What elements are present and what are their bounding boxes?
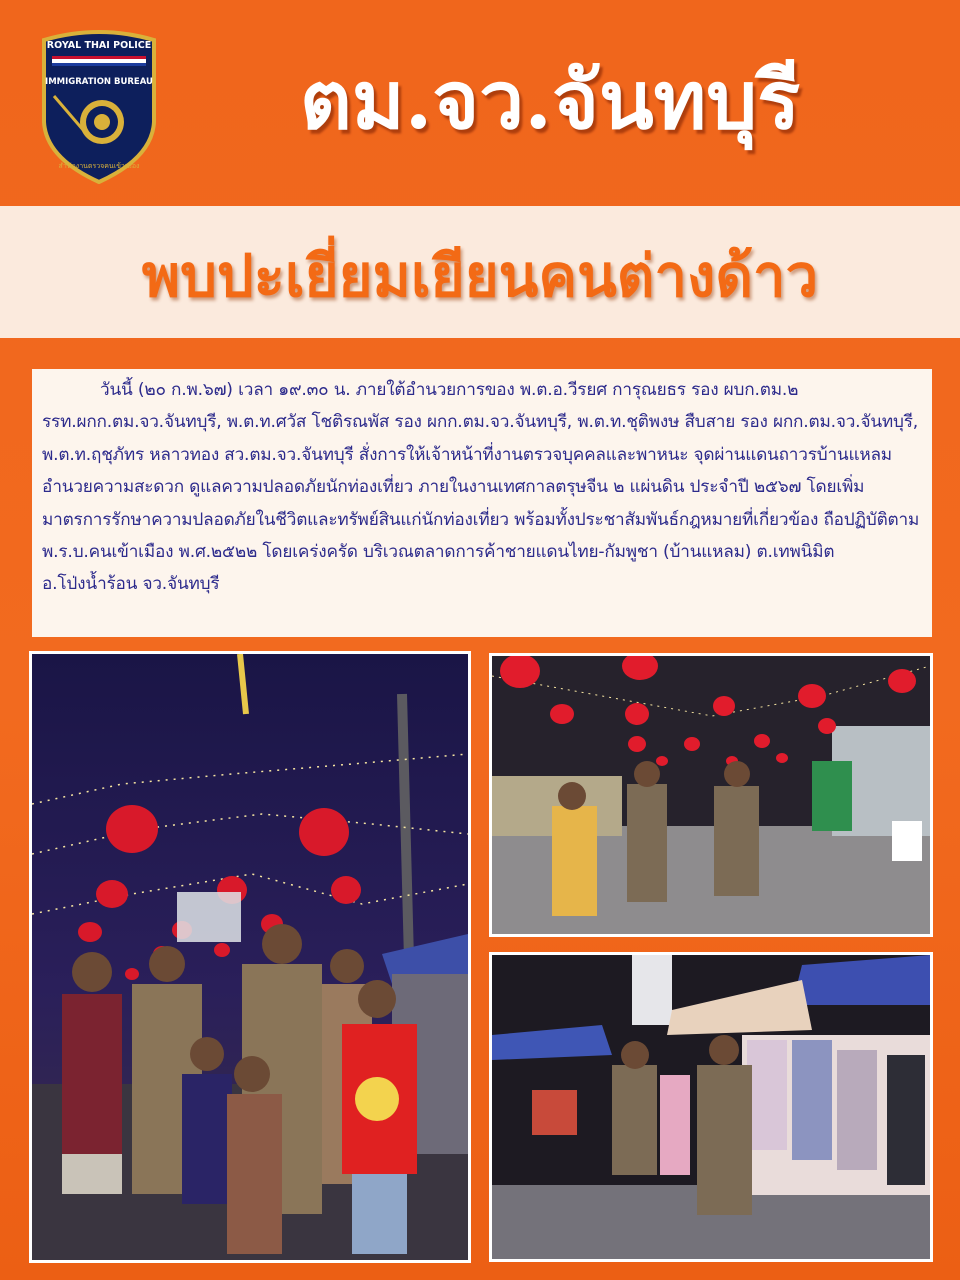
headline: พบปะเยี่ยมเยียนคนต่างด้าว (141, 242, 819, 310)
body-text-box (32, 369, 932, 637)
badge-text-top: ROYAL THAI POLICE (46, 40, 152, 51)
header (0, 0, 960, 205)
badge-text-bottom: สำนักงานตรวจคนเข้าเมือง (58, 162, 140, 170)
officers-lantern-street-photo (489, 653, 933, 937)
group-photo (29, 651, 471, 1263)
site-title: ตม.จว.จันทบุรี (299, 53, 801, 147)
body-text: วันนี้ (๒๐ ก.พ.๖๗) เวลา ๑๙.๓๐ น. ภายใต้อำนวยการของ พ.ต.อ.วีรยศ การุณยธร รอง ผบก.ตม.๒ รรท.ผกก.ตม.จว.จันทบุรี, พ.ต.ท.ศวัส โชติรณพัส รอง ผกก.ตม.จว.จันทบุรี, พ.ต.ท.ชุติพงษ สืบสาย รอง ผกก.ตม.จว.จันทบุรี, พ.ต.ท.ฤชุภัทร หลาวทอง สว.ตม.จว.จันทบุรี สั่งการให้เจ้าหน้าที่งานตรวจบุคคลและพาหนะ จุดผ่านแดนถาวรบ้านแหลม อำนวยความสะดวก ดูแลความปลอดภัยนักท่องเที่ยว ภายในงานเทศกาลตรุษจีน ๒ แผ่นดิน ประจำปี ๒๕๖๗ โดยเพิ่มมาตรการรักษาความปลอดภัยในชีวิตและทรัพย์สินแก่นักท่องเที่ยว พร้อมทั้งประชาสัมพันธ์กฎหมายที่เกี่ยวข้อง ถือปฏิบัติตาม พ.ร.บ.คนเข้าเมือง พ.ศ.๒๕๒๒ โดยเคร่งครัด บริเวณตลาดการค้าชายแดนไทย-กัมพูชา (บ้านแหลม) ต.เทพนิมิต อ.โป่งน้ำร้อน จว.จันทบุรี (42, 380, 920, 595)
police-badge-icon (40, 26, 158, 184)
officers-market-photo (489, 952, 933, 1262)
badge-text-middle: IMMIGRATION BUREAU (45, 77, 153, 87)
